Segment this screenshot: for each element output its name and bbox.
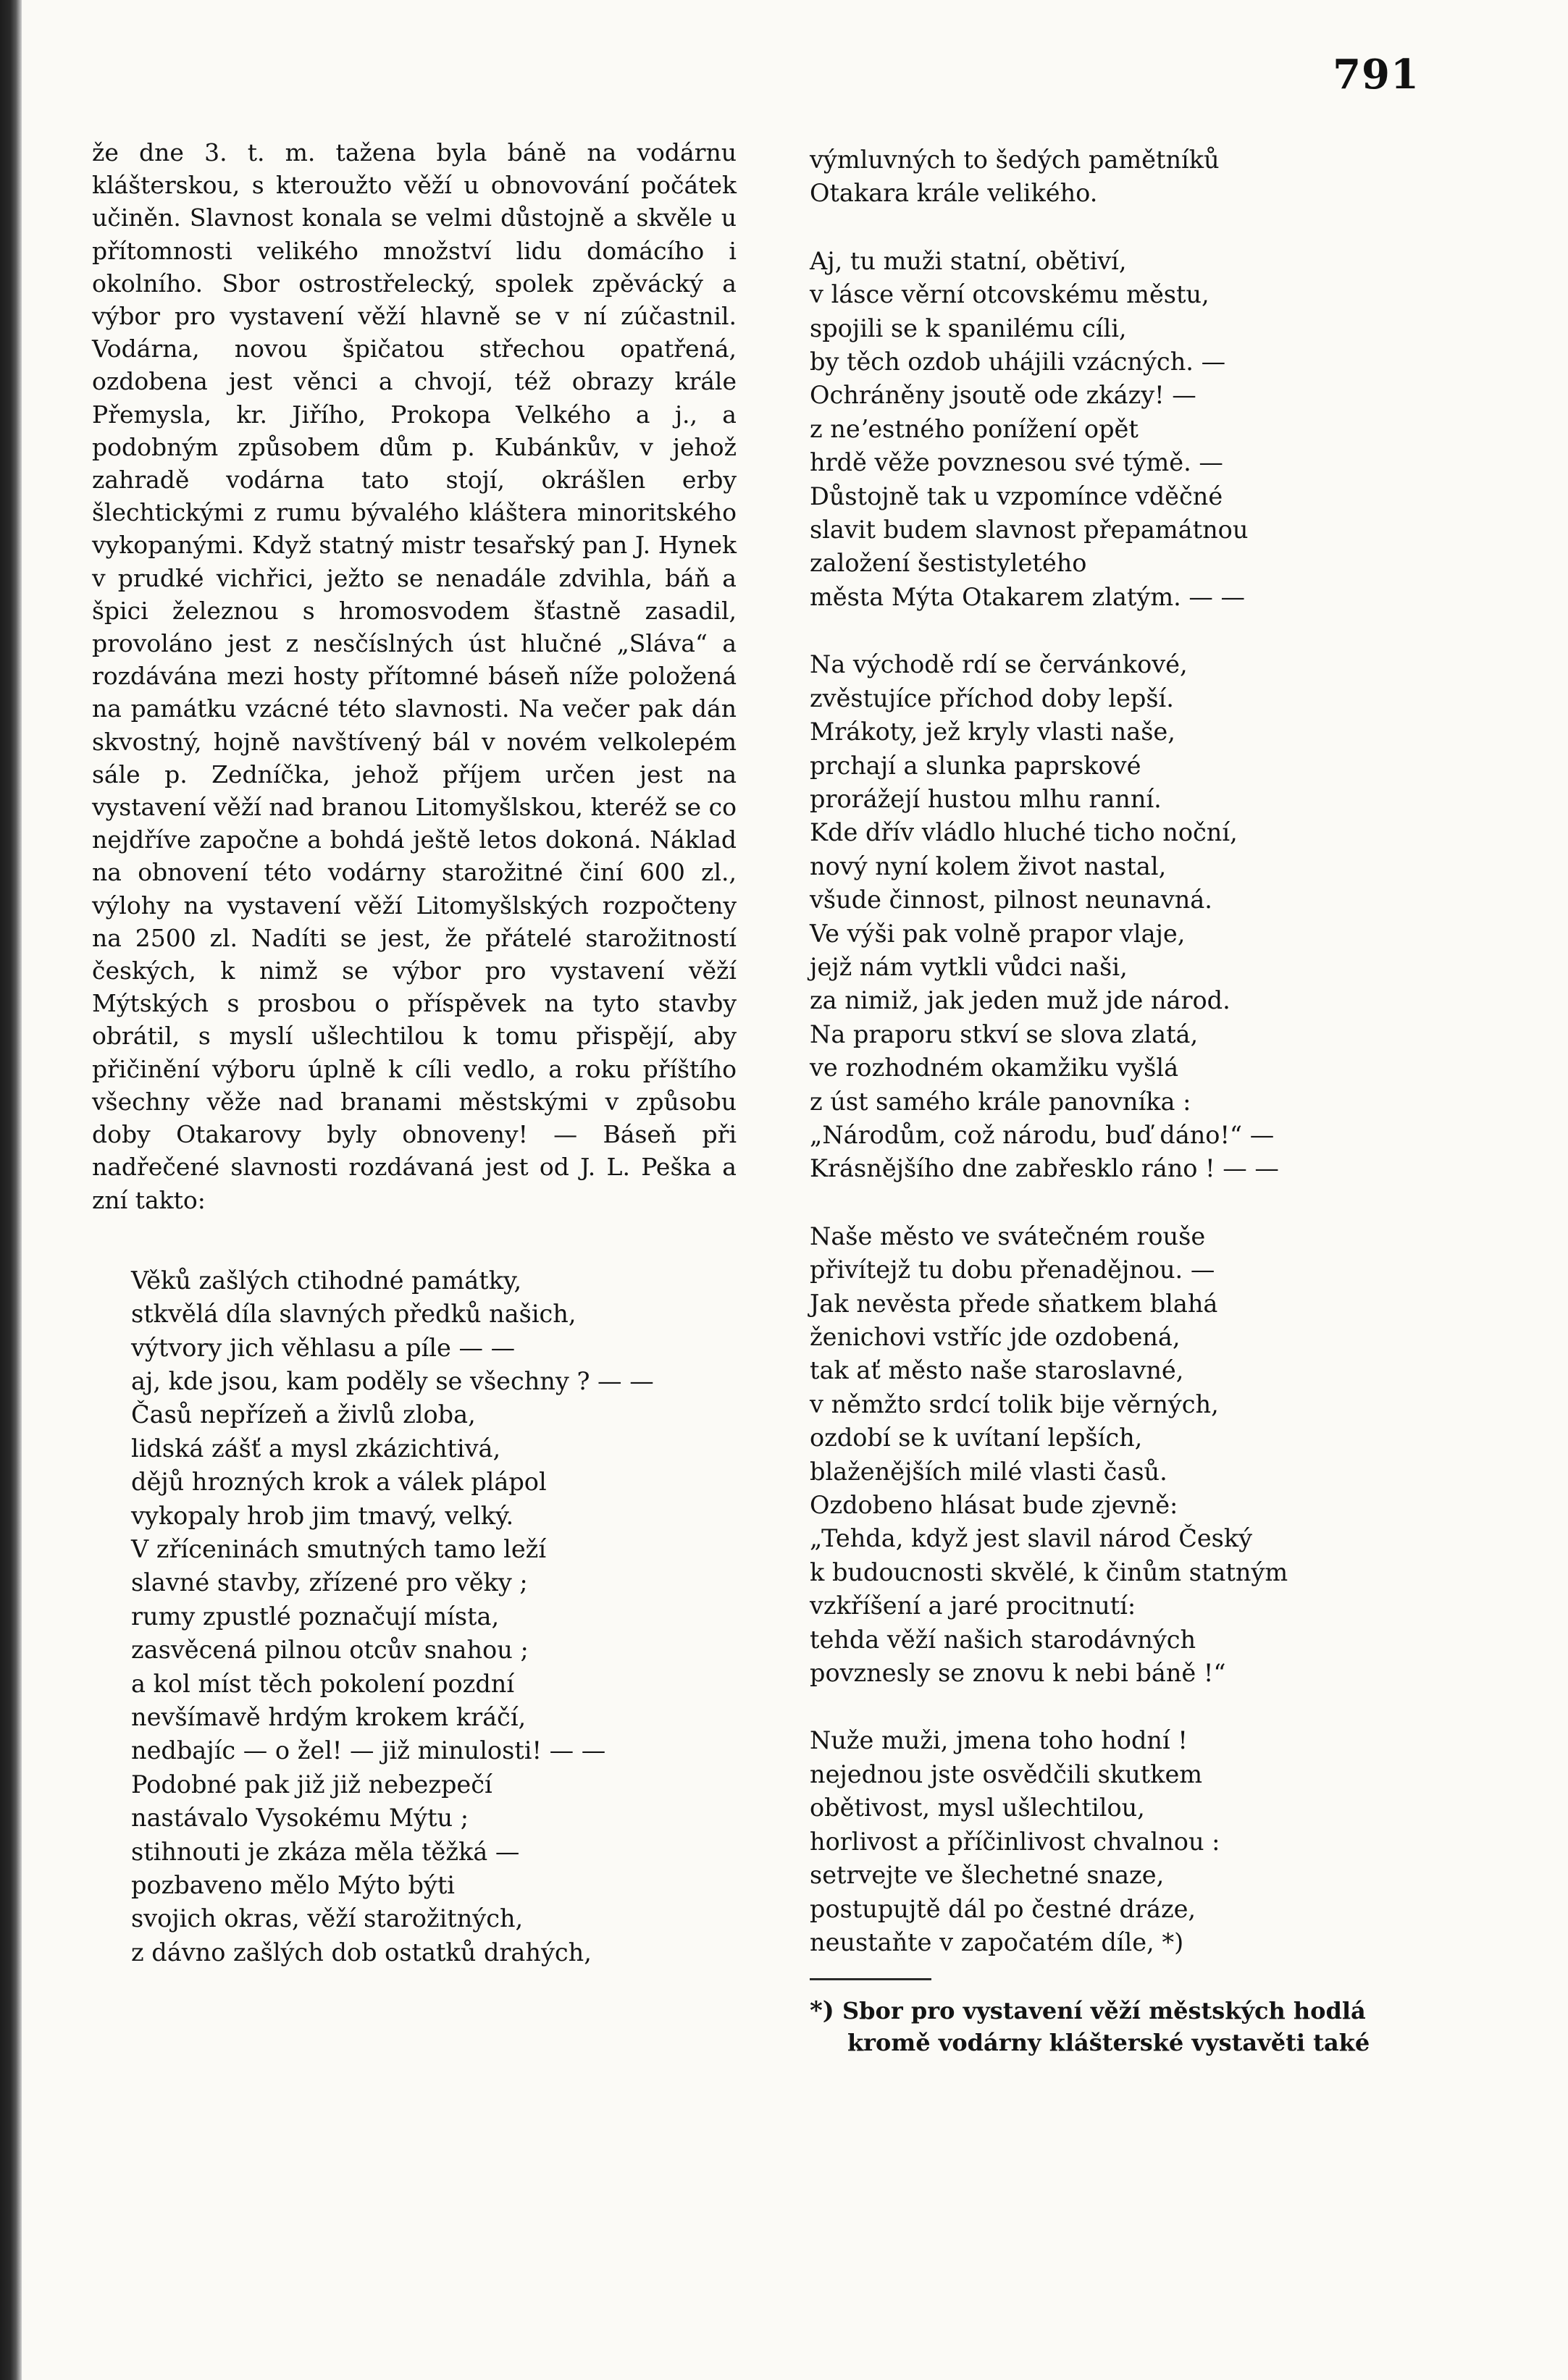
poem-line: a kol míst těch pokolení pozdní: [131, 1669, 515, 1698]
poem-line: stihnouti je zkáza měla těžká —: [131, 1837, 520, 1866]
right-column: [810, 143, 1447, 2059]
poem-line: slavné stavby, zřízené pro věky ;: [131, 1568, 528, 1597]
poem-line: dějů hrozných krok a válek plápol: [131, 1468, 547, 1497]
footnote-rule: [810, 1978, 931, 1980]
poem-line: Ochráněny jsoutě ode zkázy! —: [810, 381, 1196, 410]
poem-line: Ve výši pak volně prapor vlaje,: [810, 919, 1186, 948]
poem-line: pozbaveno mělo Mýto býti: [131, 1871, 455, 1900]
poem-line: rumy zpustlé poznačují místa,: [131, 1602, 500, 1631]
binding-edge: [0, 0, 22, 2380]
poem-line: svojich okras, věží starožitných,: [131, 1904, 524, 1933]
poem-line: postupujtě dál po čestné dráze,: [810, 1894, 1196, 1923]
poem-part-two: [810, 143, 1447, 1959]
footnote-line: Sbor pro vystavení věží městských hodlá: [842, 1997, 1366, 2025]
poem-line: spojili se k spanilému cíli,: [810, 314, 1127, 342]
poem-stanza: [810, 245, 1447, 614]
poem-line: v němžto srdcí tolik bije věrných,: [810, 1389, 1219, 1418]
left-column: [92, 136, 737, 1969]
poem-line: lidská zášť a mysl zkázichtivá,: [131, 1434, 501, 1463]
poem-line: Jak nevěsta přede sňatkem blahá: [810, 1289, 1218, 1318]
poem-line: nevšímavě hrdým krokem kráčí,: [131, 1702, 527, 1731]
poem-line: nastávalo Vysokému Mýtu ;: [131, 1804, 469, 1833]
poem-stanza: [810, 1724, 1447, 1959]
poem-line: obětivost, mysl ušlechtilou,: [810, 1794, 1145, 1822]
article-text: že dne 3. t. m. tažena byla báně na vodárnu klášterskou, s kteroužto věží u obnovování počátek učiněn. Slavnost konala se velmi důstojně a skvěle u přítomnosti velikého množství lidu domácího i okolního. Sbor ostrostřelecký, spolek zpěvácký a výbor pro vystavení věží hlavně se v ní zúčastnil. Vodárna, novou špičatou střechou opatřená, ozdobena jest věnci a chvojí, též obrazy krále Přemysla, kr. Jiřího, Prokopa Velkého a j., a podobným způsobem dům p. Kubánkův, v jehož zahradě vodárna tato stojí, okrášlen erby šlechtickými z rumu bývalého kláštera minoritského vykopanými. Když statný mistr tesařský pan J. Hynek v prudké vichřici, ježto se nenadále zdvihla, báň a špici železnou s hromosvodem šťastně zasadil, provoláno jest z nesčíslných úst hlučné „Sláva“ a rozdávána mezi hosty přítomné báseň níže položená na památku vzácné této slavnosti. Na večer pak dán skvostný, hojně navštívený bál v novém velkolepém sále p. Zedníčka, jehož příjem určen jest na vystavení věží nad branou Litomyšlskou, kteréž se co nejdříve započne a bohdá ještě letos dokoná. Náklad na obnovení této vodárny starožitné činí 600 zl., výlohy na vystavení věží Litomyšlských rozpočteny na 2500 zl. Nadíti se jest, že přátelé starožitností českých, k nimž se výbor pro vystavení věží Mýtských s prosbou o příspěvek na tyto stavby obrátil, s myslí ušlechtilou k tomu přispějí, aby přičinění výboru úplně k cíli vedlo, a roku příštího všechny věže nad branami městskými v způsobu doby Otakarovy byly obnoveny! — Báseň při nadřečené slavnosti rozdávaná jest od J. L. Peška a zní takto:: [92, 138, 737, 1214]
poem-line: výmluvných to šedých pamětníků: [810, 146, 1220, 174]
poem-line: V zříceninách smutných tamo leží: [131, 1534, 547, 1563]
poem-line: Na praporu stkví se slova zlatá,: [810, 1019, 1199, 1048]
poem-line: aj, kde jsou, kam poděly se všechny ? — —: [131, 1366, 654, 1395]
poem-line: v lásce věrní otcovskému městu,: [810, 280, 1209, 309]
poem-line: tehda věží našich starodávných: [810, 1625, 1196, 1654]
poem-line: vykopaly hrob jim tmavý, velký.: [131, 1501, 514, 1530]
poem-line: přivítejž tu dobu přenadějnou. —: [810, 1256, 1215, 1284]
poem-line: nedbajíc — o žel! — již minulosti! — —: [131, 1736, 606, 1765]
poem-line: by těch ozdob uhájili vzácných. —: [810, 348, 1226, 377]
poem-line: z neʼestného ponížení opět: [810, 414, 1139, 443]
poem-line: založení šestistyletého: [810, 549, 1087, 578]
poem-part-one: [92, 1264, 737, 1970]
poem-line: města Mýta Otakarem zlatým. — —: [810, 582, 1246, 611]
footnote: [810, 1995, 1447, 2059]
poem-line: prchají a slunka paprskové: [810, 751, 1141, 780]
poem-stanza: [810, 143, 1447, 211]
poem-line: k budoucnosti skvělé, k činům statným: [810, 1557, 1288, 1586]
poem-line: stkvělá díla slavných předků našich,: [131, 1300, 577, 1329]
poem-stanza: [810, 1220, 1447, 1691]
poem-line: nejednou jste osvědčili skutkem: [810, 1759, 1203, 1788]
poem-line: z dávno zašlých dob ostatků drahých,: [131, 1938, 592, 1967]
poem-line: výtvory jich věhlasu a píle — —: [131, 1333, 516, 1362]
poem-line: hrdě věže povznesou své týmě. —: [810, 448, 1223, 477]
poem-line: Důstojně tak u vzpomínce vděčné: [810, 482, 1223, 510]
poem-line: všude činnost, pilnost neunavná.: [810, 886, 1212, 914]
footnote-line: kromě vodárny klášterské vystavěti také: [847, 2029, 1370, 2057]
poem-line: „Národům, což národu, buď dáno!“ —: [810, 1120, 1275, 1149]
poem-line: tak ať město naše staroslavné,: [810, 1356, 1184, 1385]
poem-line: „Tehda, když jest slavil národ Český: [810, 1524, 1253, 1553]
poem-line: Aj, tu muži statní, obětiví,: [810, 246, 1127, 275]
poem-line: jejž nám vytkli vůdci naši,: [810, 952, 1128, 981]
poem-line: z úst samého krále panovníka :: [810, 1087, 1191, 1116]
page-number: 791: [1333, 51, 1420, 98]
poem-line: Nuže muži, jmena toho hodní !: [810, 1726, 1188, 1755]
poem-line: ozdobí se k uvítaní lepších,: [810, 1424, 1143, 1452]
poem-line: vzkříšení a jaré procitnutí:: [810, 1591, 1136, 1620]
poem-line: slavit budem slavnost přepamátnou: [810, 516, 1249, 544]
poem-line: nový nyní kolem život nastal,: [810, 851, 1167, 880]
poem-line: zasvěcená pilnou otcův snahou ;: [131, 1636, 529, 1665]
poem-line: Časů nepřízeň a živlů zloba,: [131, 1400, 476, 1429]
poem-line: horlivost a příčinlivost chvalnou :: [810, 1827, 1220, 1856]
poem-line: prorážejí hustou mlhu ranní.: [810, 784, 1162, 813]
poem-line: Věků zašlých ctihodné památky,: [131, 1266, 522, 1295]
poem-line: Podobné pak již již nebezpečí: [131, 1770, 492, 1799]
poem-line: za nimiž, jak jeden muž jde národ.: [810, 986, 1230, 1015]
poem-line: setrvejte ve šlechetné snaze,: [810, 1861, 1165, 1890]
poem-line: zvěstujíce příchod doby lepší.: [810, 684, 1174, 712]
poem-line: ženichovi vstříc jde ozdobená,: [810, 1323, 1181, 1351]
poem-line: Mrákoty, jež kryly vlasti naše,: [810, 718, 1175, 747]
poem-stanza: [810, 648, 1447, 1186]
footnote-mark: *): [810, 1996, 834, 2026]
poem-line: Naše město ve svátečném rouše: [810, 1221, 1206, 1250]
poem-line: Otakara krále velikého.: [810, 179, 1098, 208]
poem-line: neustaňte v započatém díle, *): [810, 1927, 1184, 1956]
poem-line: Krásnějšího dne zabřesklo ráno ! — —: [810, 1154, 1279, 1183]
poem-line: Kde dřív vládlo hluché ticho noční,: [810, 818, 1238, 847]
poem-line: ve rozhodném okamžiku vyšlá: [810, 1054, 1179, 1082]
poem-line: Na východě rdí se červánkové,: [810, 650, 1188, 679]
poem-line: blaženějších milé vlasti časů.: [810, 1457, 1167, 1486]
poem-line: povznesly se znovu k nebi báně !“: [810, 1659, 1226, 1688]
poem-line: Ozdobeno hlásat bude zjevně:: [810, 1491, 1178, 1520]
